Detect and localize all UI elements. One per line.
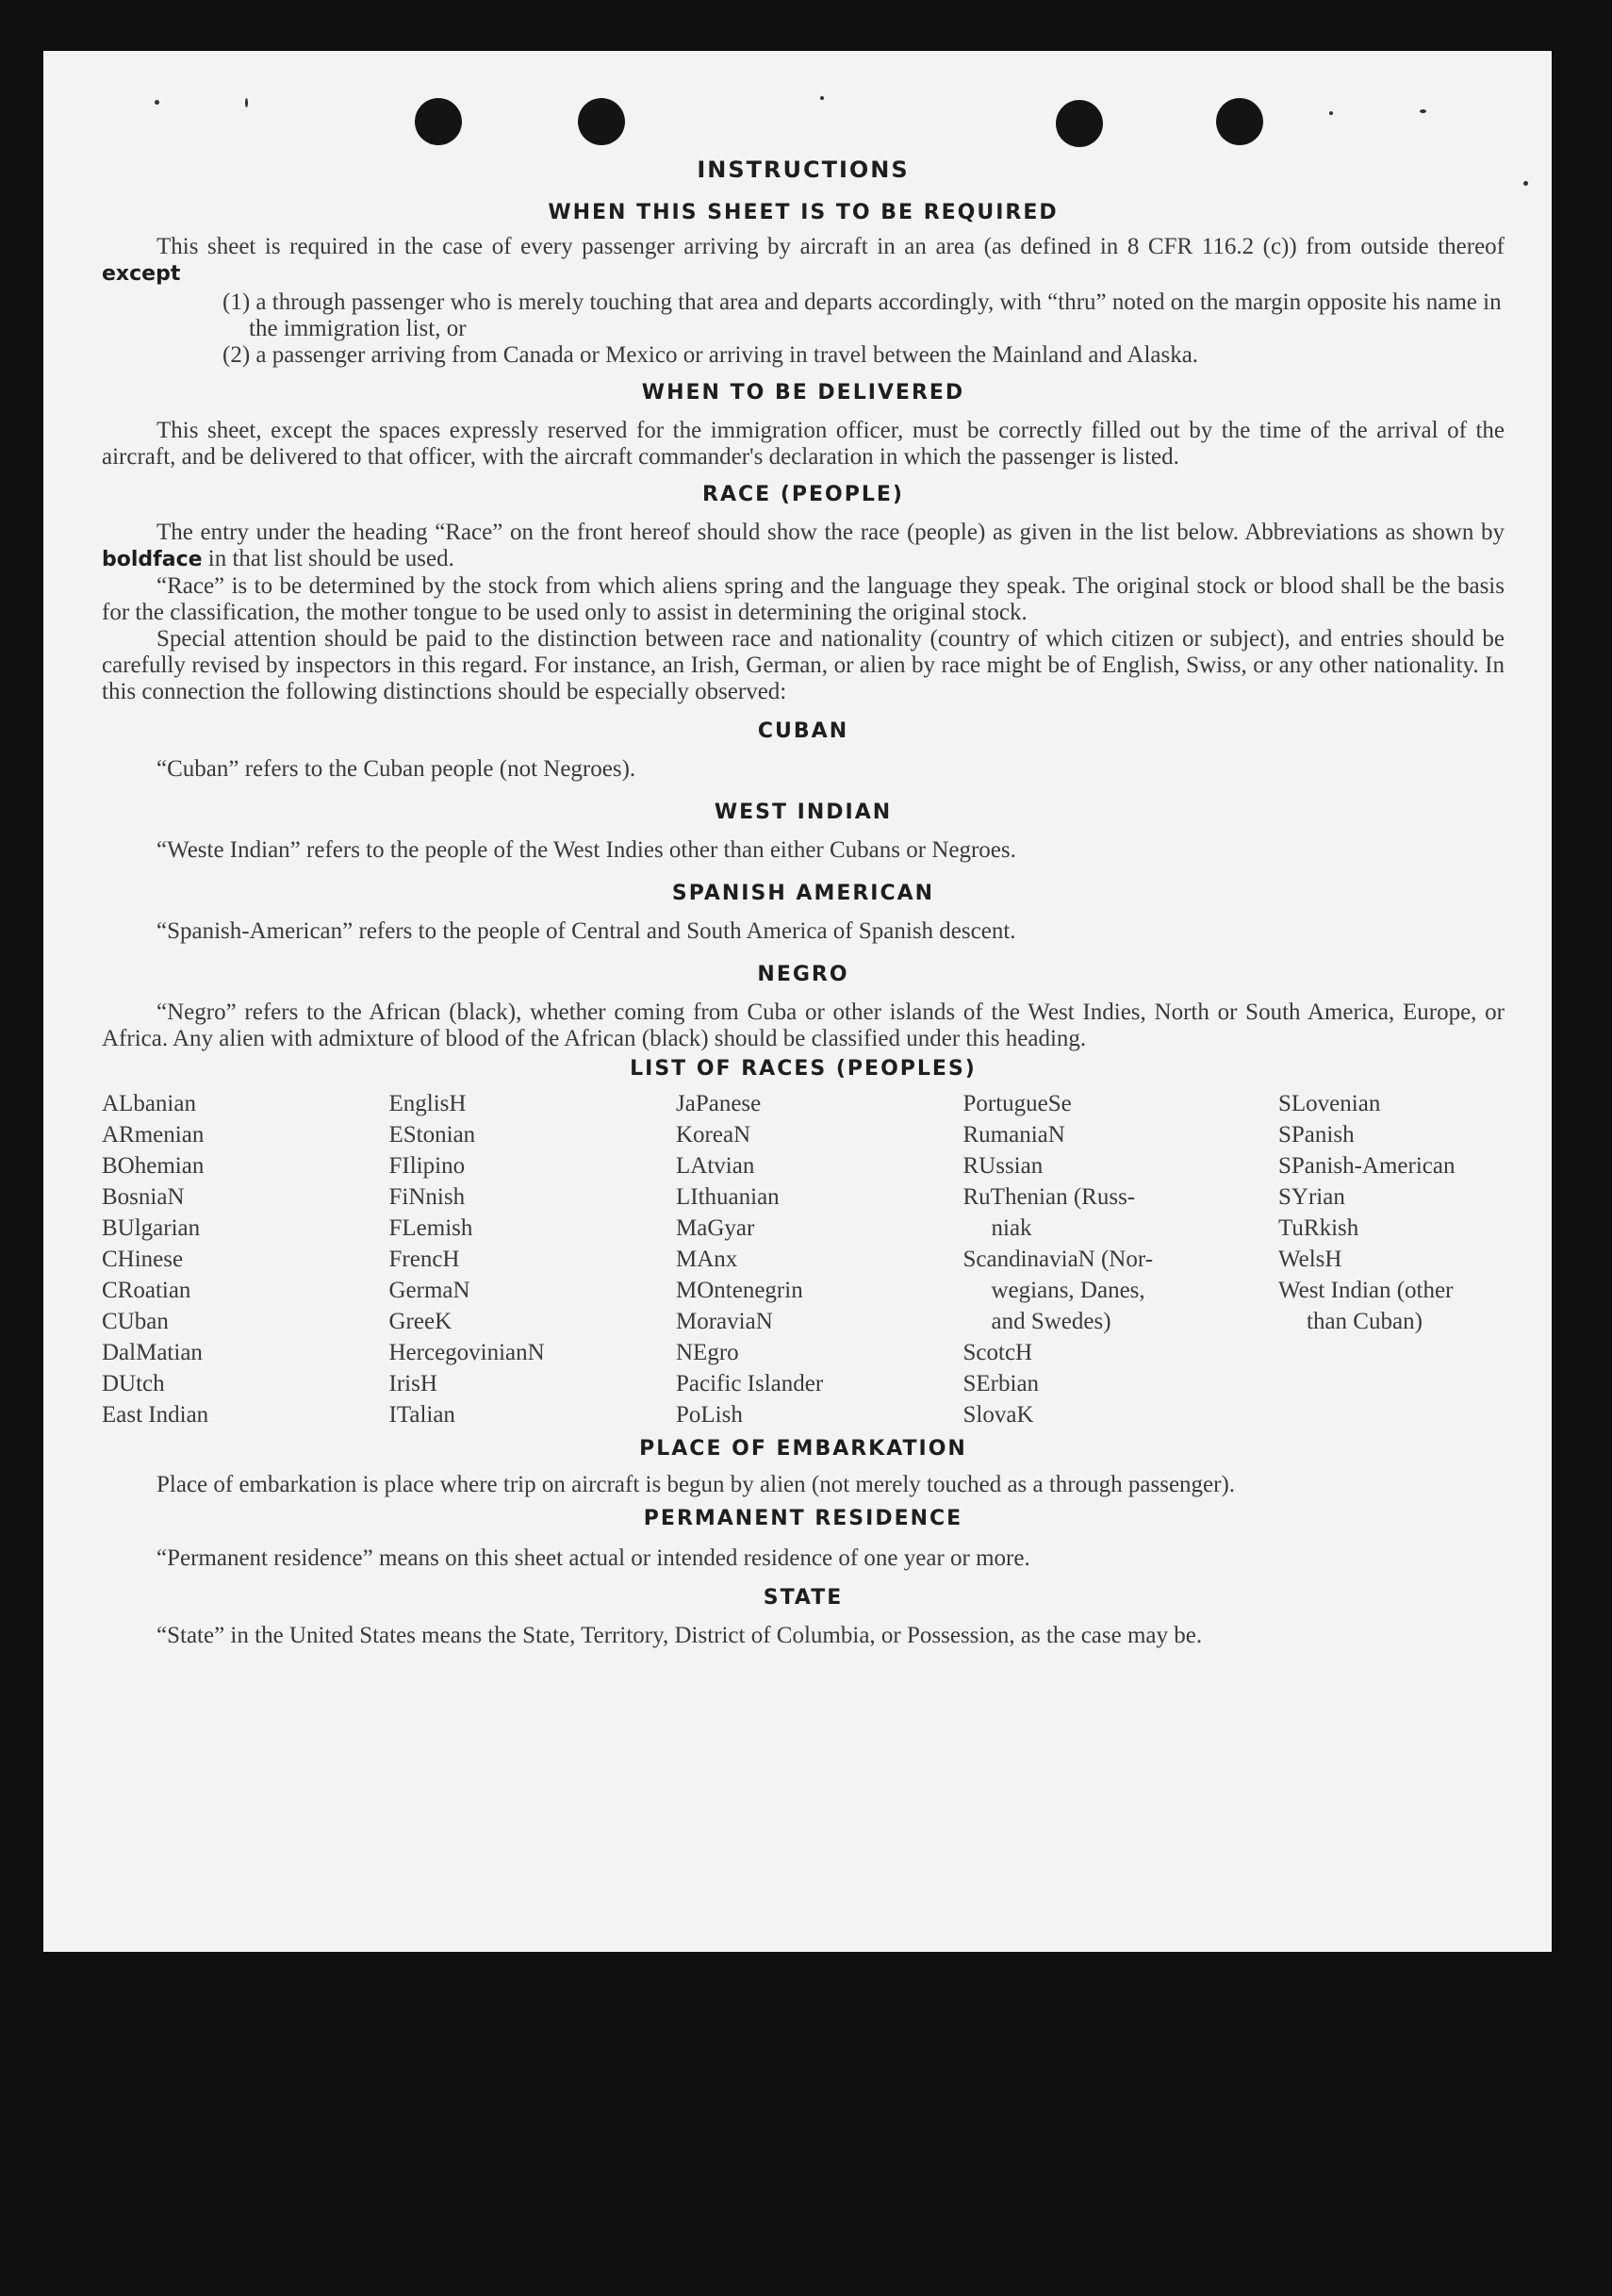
instructions-content (102, 157, 1505, 1649)
race-p1-b: in that list should be used. (207, 546, 454, 571)
heading-state: STATE (763, 1586, 844, 1610)
race-item: CHinese (102, 1247, 184, 1272)
paragraph-negro: “Negro” refers to the African (black), whether coming from Cuba or other islands of the West Indies, North or South America, Europe, or Africa. Any alien with admixture of blood of the African (black) should be classified under this heading. (102, 999, 1505, 1051)
heading-spanish-american: SPANISH AMERICAN (671, 882, 935, 905)
heading-when-delivered: WHEN TO BE DELIVERED (641, 381, 965, 405)
race-item: East Indian (102, 1402, 209, 1428)
race-item: JaPanese (676, 1091, 762, 1116)
required-intro: This sheet is required in the case of every passenger arriving by aircraft in an area (as defined in 8 CFR 116.2 (c)) from outside thereof (156, 234, 1505, 259)
races-column-1 (102, 1088, 375, 1430)
paragraph-west-indian: “Weste Indian” refers to the people of the West Indies other than either Cubans or Negroes. (156, 837, 1016, 863)
race-item: LAtvian (676, 1153, 755, 1179)
race-item: CUban (102, 1309, 169, 1334)
race-item: ARmenian (102, 1122, 205, 1148)
race-item: KoreaN (676, 1122, 751, 1148)
races-column-3 (676, 1088, 949, 1430)
race-item: LIthuanian (676, 1184, 780, 1210)
race-item: Pacific Islander (676, 1371, 824, 1396)
race-p1-a: The entry under the heading “Race” on the front hereof should show the race (people) as given in the list below. Abbreviations as shown by (156, 520, 1505, 545)
race-item: RuThenian (Russ- (962, 1184, 1136, 1210)
punch-hole (415, 98, 462, 145)
race-item: FIlipino (388, 1153, 466, 1179)
race-item: SPanish (1278, 1122, 1355, 1148)
race-item: PoLish (676, 1402, 743, 1428)
race-item: MOntenegrin (676, 1278, 803, 1303)
speck (1420, 109, 1426, 113)
required-item-1: (1) a through passenger who is merely touching that area and departs accordingly, with “thru” noted on the margin opposite his name in the immigration list, or (222, 289, 1502, 341)
race-item: CRoatian (102, 1278, 191, 1303)
punch-hole (578, 98, 625, 145)
punch-hole (1216, 98, 1263, 145)
race-item: DalMatian (102, 1340, 203, 1365)
race-item: TuRkish (1278, 1215, 1359, 1241)
race-item: MAnx (676, 1247, 738, 1272)
race-item-continued: than Cuban) (1307, 1309, 1423, 1334)
race-item: GreeK (388, 1309, 452, 1334)
required-item-2: (2) a passenger arriving from Canada or Mexico or arriving in travel between the Mainland and Alaska. (222, 342, 1199, 368)
race-item: WelsH (1278, 1247, 1342, 1272)
race-item: NEgro (676, 1340, 739, 1365)
race-item: RUssian (962, 1153, 1044, 1179)
race-item: SYrian (1278, 1184, 1345, 1210)
race-item: BosniaN (102, 1184, 185, 1210)
paragraph-race-3: Special attention should be paid to the distinction between race and nationality (country of which citizen or subject), and entries should be carefully revised by inspectors in this regard. For instance, an Irish, German, or alien by race might be of English, Swiss, or any other nationality. In this connection the following distinctions should be especially observed: (102, 626, 1505, 704)
speck (245, 98, 248, 107)
race-item-continued: and Swedes) (991, 1309, 1111, 1334)
document-page (43, 51, 1552, 1952)
race-item: ALbanian (102, 1091, 196, 1116)
heading-permanent-residence: PERMANENT RESIDENCE (643, 1507, 963, 1530)
race-item: PortugueSe (962, 1091, 1072, 1116)
race-item: BOhemian (102, 1153, 205, 1179)
race-item: EStonian (388, 1122, 476, 1148)
race-item: BUlgarian (102, 1215, 201, 1241)
race-item: MoraviaN (676, 1309, 773, 1334)
race-item: GermaN (388, 1278, 470, 1303)
heading-place-of-embarkation: PLACE OF EMBARKATION (639, 1437, 967, 1461)
race-item: SLovenian (1278, 1091, 1381, 1116)
race-item: West Indian (other (1278, 1278, 1454, 1303)
boldface-word: boldface (102, 548, 203, 571)
race-item: SPanish-American (1278, 1153, 1456, 1179)
race-item: ScotcH (962, 1340, 1033, 1365)
races-column-5 (1278, 1088, 1505, 1430)
instructions-title: INSTRUCTIONS (697, 157, 910, 183)
paragraph-state: “State” in the United States means the State, Territory, District of Columbia, or Possession, as the case may be. (156, 1623, 1203, 1648)
race-item: ITalian (388, 1402, 455, 1428)
paragraph-cuban: “Cuban” refers to the Cuban people (not Negroes). (156, 756, 636, 782)
heading-negro: NEGRO (757, 963, 849, 986)
speck (820, 96, 824, 100)
paragraph-embarkation: Place of embarkation is place where trip on aircraft is begun by alien (not merely touched as a through passenger). (156, 1472, 1236, 1497)
race-item: FLemish (388, 1215, 473, 1241)
paragraph-race-2: “Race” is to be determined by the stock from which aliens spring and the language they speak. The original stock or blood shall be the basis for the classification, the mother tongue to be used only to assist in determining the original stock. (102, 573, 1505, 625)
race-item: EnglisH (388, 1091, 467, 1116)
paragraph-delivered: This sheet, except the spaces expressly reserved for the immigration officer, must be correctly filled out by the time of the arrival of the aircraft, and be delivered to that officer, with the aircraft commander's declaration in which the passenger is listed. (102, 418, 1505, 470)
race-item: IrisH (388, 1371, 437, 1396)
heading-race: RACE (PEOPLE) (702, 483, 904, 506)
race-item: SlovaK (962, 1402, 1034, 1428)
race-item: DUtch (102, 1371, 165, 1396)
heading-when-required: WHEN THIS SHEET IS TO BE REQUIRED (548, 201, 1059, 224)
race-item: FrencH (388, 1247, 460, 1272)
race-item: ScandinaviaN (Nor- (962, 1247, 1154, 1272)
race-item: SErbian (962, 1371, 1040, 1396)
race-item: MaGyar (676, 1215, 755, 1241)
speck (1329, 111, 1333, 115)
heading-cuban: CUBAN (757, 719, 849, 743)
race-item: RumaniaN (962, 1122, 1065, 1148)
paragraph-spanish-american: “Spanish-American” refers to the people of Central and South America of Spanish descent. (156, 918, 1016, 944)
paragraph-required (102, 234, 1505, 288)
race-item: HercegovinianN (388, 1340, 545, 1365)
races-column-2 (389, 1088, 663, 1430)
races-column-4 (963, 1088, 1265, 1430)
paragraph-residence: “Permanent residence” means on this sheet actual or intended residence of one year or more. (156, 1545, 1030, 1571)
race-item-continued: niak (991, 1215, 1032, 1241)
speck (155, 100, 159, 105)
races-table (102, 1088, 1505, 1430)
punch-hole (1056, 100, 1103, 147)
speck (1523, 181, 1528, 186)
paragraph-race-1 (102, 520, 1505, 573)
race-item: FiNnish (388, 1184, 466, 1210)
heading-list-of-races: LIST OF RACES (PEOPLES) (630, 1057, 977, 1081)
except-word: except (102, 262, 181, 286)
heading-west-indian: WEST INDIAN (714, 801, 893, 824)
race-item-continued: wegians, Danes, (991, 1278, 1145, 1303)
